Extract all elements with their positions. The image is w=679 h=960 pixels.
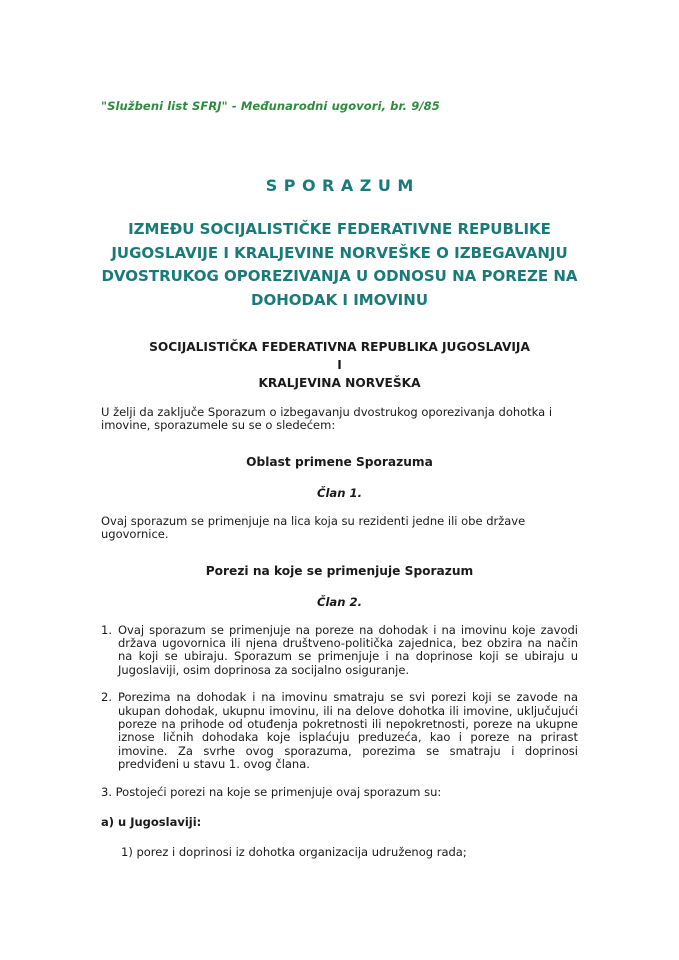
party-first: SOCIJALISTIČKA FEDERATIVNA REPUBLIKA JUGOSLAVIJA: [149, 340, 530, 354]
document-title: SPORAZUM: [265, 176, 420, 195]
item-text: Porezima na dohodak i na imovinu smatraju se svi porezi koji se zavode na ukupan dohodak, ukupnu imovinu, ili na delove dohotka ili imovine, uključujući poreze na prihode od otuđenja pokretnosti ili nepokretnosti, poreze na ukupne iznose ličnih dohodaka koje isplaćuju preduzeća, kao i poreze na prirast imovine. Za svrhe ovog sporazuma, porezima se smatraju i doprinosi predviđeni u stavu 1. ovog člana.: [118, 690, 578, 772]
party-second: KRALJEVINA NORVEŠKA: [258, 376, 421, 390]
preamble-paragraph: U želji da zaključe Sporazum o izbegavanju dvostrukog oporezivanja dohotka i imovine, sporazumele su se o sledećem:: [101, 405, 553, 433]
article-2-item-2: [101, 691, 578, 771]
party-conjunction: I: [337, 358, 342, 372]
item-marker: 2.: [101, 690, 112, 705]
article-number-1: Član 1.: [316, 485, 363, 500]
article-1-body: Ovaj sporazum se primenjuje na lica koja su rezidenti jedne ili obe države ugovornice.: [101, 513, 526, 542]
article-2-item-3: 3. Postojeći porezi na koje se primenjuje ovaj sporazum su:: [101, 784, 442, 799]
document-subtitle: IZMEĐU SOCIJALISTIČKE FEDERATIVNE REPUBLIKE JUGOSLAVIJE I KRALJEVINE NORVEŠKE O IZBEGAVANJU DVOSTRUKOG OPOREZIVANJA U ODNOSU NA POREZE NA DOHODAK I IMOVINU: [101, 220, 578, 309]
article-number-2: Član 2.: [316, 594, 363, 609]
document-content: [101, 0, 578, 859]
source-citation: "Službeni list SFRJ" - Međunarodni ugovori, br. 9/85: [101, 99, 440, 113]
contracting-parties: [101, 338, 578, 392]
subsection-a-item-1: 1) porez i doprinosi iz dohotka organizacija udruženog rada;: [121, 844, 467, 859]
section-heading-scope: Oblast primene Sporazuma: [246, 454, 433, 469]
item-marker: 1.: [101, 622, 112, 637]
item-text: Ovaj sporazum se primenjuje na poreze na dohodak i na imovinu koje zavodi država ugovornica ili njena društveno-politička zajednica, bez obzira na način na koji se ubiraju. Sporazum se primenjuje i na doprinose koji se ubiraju u Jugoslaviji, osim doprinosa za socijalno osiguranje.: [118, 622, 578, 677]
subsection-a-heading: a) u Jugoslaviji:: [101, 815, 202, 830]
section-heading-taxes: Porezi na koje se primenjuje Sporazum: [205, 563, 474, 578]
article-2-item-1: [101, 624, 578, 678]
